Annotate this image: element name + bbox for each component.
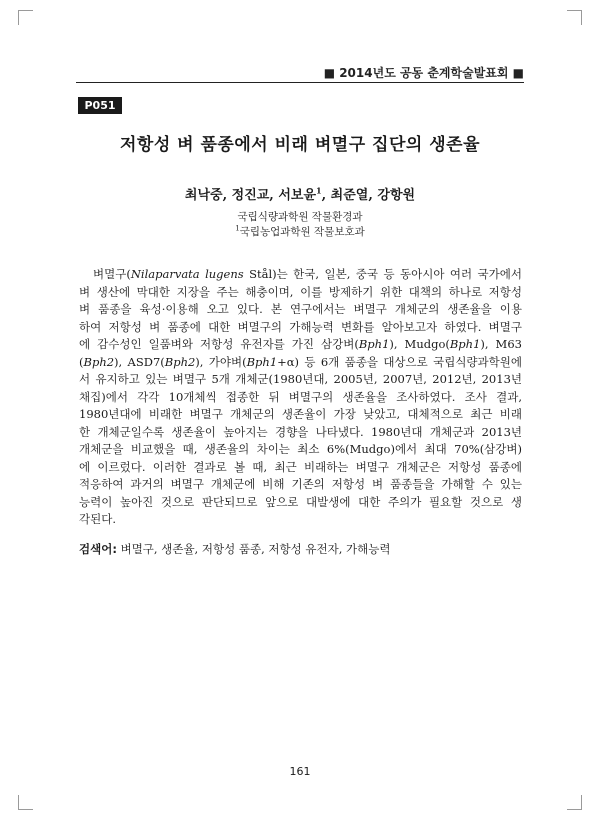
affiliation-1: 국립식량과학원 작물환경과 bbox=[237, 211, 363, 223]
abstract-text: 하여 저항성 벼 품종에 대한 벼멸구의 가해능력 변화를 알아보고자 하였다. 벼멸구 bbox=[79, 319, 522, 334]
abstract-line bbox=[79, 511, 522, 529]
abstract-line bbox=[79, 336, 522, 354]
crop-mark-top-right bbox=[567, 10, 582, 25]
abstract-text: +α) 등 6개 품종을 대상으로 국립식량과학원에 bbox=[277, 354, 522, 369]
abstract-text: 벼 품종을 육성·이용해 오고 있다. 본 연구에서는 벼멸구 개체군의 생존율을 이용 bbox=[79, 302, 522, 316]
abstract-text: 적응하여 과거의 벼멸구 개체군에 비해 기존의 저항성 벼 품종들을 가해할 수 있는 bbox=[79, 477, 522, 491]
poster-id-badge: P051 bbox=[78, 97, 122, 114]
abstract-text: 한 개체군일수록 생존율이 높아지는 경향을 나타냈다. 1980년대 개체군과 2013년 bbox=[79, 424, 522, 439]
italic-term: Bph1 bbox=[449, 337, 481, 351]
abstract-line bbox=[79, 476, 522, 494]
italic-term: Nilaparvata lugens bbox=[130, 267, 244, 281]
crop-mark-bottom-right bbox=[567, 795, 582, 810]
abstract-line bbox=[79, 266, 522, 284]
authors-main: 최낙중, 정진교, 서보윤 bbox=[184, 188, 317, 203]
header-rule bbox=[76, 82, 524, 83]
abstract-text: 서 유지하고 있는 벼멸구 5개 개체군(1980년대, 2005년, 2007년, 2012년, 2013년 bbox=[79, 372, 522, 386]
abstract-line bbox=[79, 371, 522, 389]
abstract-line bbox=[79, 301, 522, 319]
abstract-text: 1980년대에 비래한 벼멸구 개체군의 생존율이 가장 낮았고, 대체적으로 최근 비래 bbox=[79, 407, 522, 421]
abstract-text: 채집)에서 각각 10개체씩 접종한 뒤 벼멸구의 생존율을 조사하였다. 조사 결과, bbox=[79, 389, 522, 404]
abstract-text: ( bbox=[79, 354, 84, 369]
paper-title: 저항성 벼 품종에서 비래 벼멸구 집단의 생존율 bbox=[119, 135, 481, 155]
abstract-text: 벼 생산에 막대한 지장을 주는 해충이며, 이를 방제하기 위한 대책의 하나로 저항성 bbox=[79, 284, 522, 299]
abstract-text: 능력이 높아진 것으로 판단되므로 앞으로 대발생에 대한 주의가 필요할 것으로 생 bbox=[79, 494, 522, 509]
affiliation-2 bbox=[60, 224, 540, 239]
abstract-text: Stål)는 한국, 일본, 중국 등 동아시아 여러 국가에서 bbox=[243, 267, 522, 281]
abstract-text: ), 가야벼( bbox=[195, 354, 247, 369]
abstract-line bbox=[79, 406, 522, 424]
keywords bbox=[79, 541, 390, 557]
affiliation-2-text: 국립농업과학원 작물보호과 bbox=[239, 226, 365, 238]
abstract-body bbox=[79, 266, 522, 529]
authors-rest: , 최준열, 강항원 bbox=[321, 188, 416, 203]
abstract-text: ), Mudgo( bbox=[389, 337, 450, 351]
abstract-line bbox=[79, 441, 522, 459]
abstract-line bbox=[79, 459, 522, 477]
abstract-line bbox=[79, 389, 522, 407]
abstract-text: 개체군을 비교했을 때, 생존율의 차이는 최소 6%(Mudgo)에서 최대 70%(삼강벼) bbox=[79, 442, 522, 456]
abstract-line bbox=[79, 354, 522, 372]
abstract-line bbox=[79, 494, 522, 512]
abstract-text: 에 감수성인 일품벼와 저항성 유전자를 가진 삼강벼( bbox=[79, 337, 359, 351]
keywords-list: 벼멸구, 생존율, 저항성 품종, 저항성 유전자, 가해능력 bbox=[116, 542, 391, 556]
abstract-text: 에 이르렀다. 이러한 결과로 볼 때, 최근 비래하는 벼멸구 개체군은 저항성 품종에 bbox=[79, 459, 522, 474]
crop-mark-bottom-left bbox=[18, 795, 33, 810]
keywords-label: 검색어: bbox=[79, 542, 117, 556]
italic-term: Bph1 bbox=[358, 337, 390, 351]
author-affiliation-mark: 1 bbox=[316, 185, 322, 196]
page-number: 161 bbox=[289, 765, 311, 778]
abstract-text: 벼멸구( bbox=[93, 267, 131, 281]
abstract-text: ), ASD7( bbox=[114, 354, 165, 369]
abstract-text: ), M63 bbox=[480, 337, 522, 351]
affiliation-2-mark: 1 bbox=[235, 224, 240, 233]
abstract-line bbox=[79, 319, 522, 337]
author-list bbox=[60, 184, 540, 203]
crop-mark-top-left bbox=[18, 10, 33, 25]
italic-term: Bph2 bbox=[83, 354, 115, 369]
abstract-line bbox=[79, 284, 522, 302]
italic-term: Bph1 bbox=[246, 354, 278, 369]
abstract-line bbox=[79, 424, 522, 442]
italic-term: Bph2 bbox=[164, 354, 196, 369]
running-head: ■ 2014년도 공동 춘계학술발표회 ■ bbox=[323, 66, 524, 80]
abstract-text: 각된다. bbox=[79, 512, 116, 526]
